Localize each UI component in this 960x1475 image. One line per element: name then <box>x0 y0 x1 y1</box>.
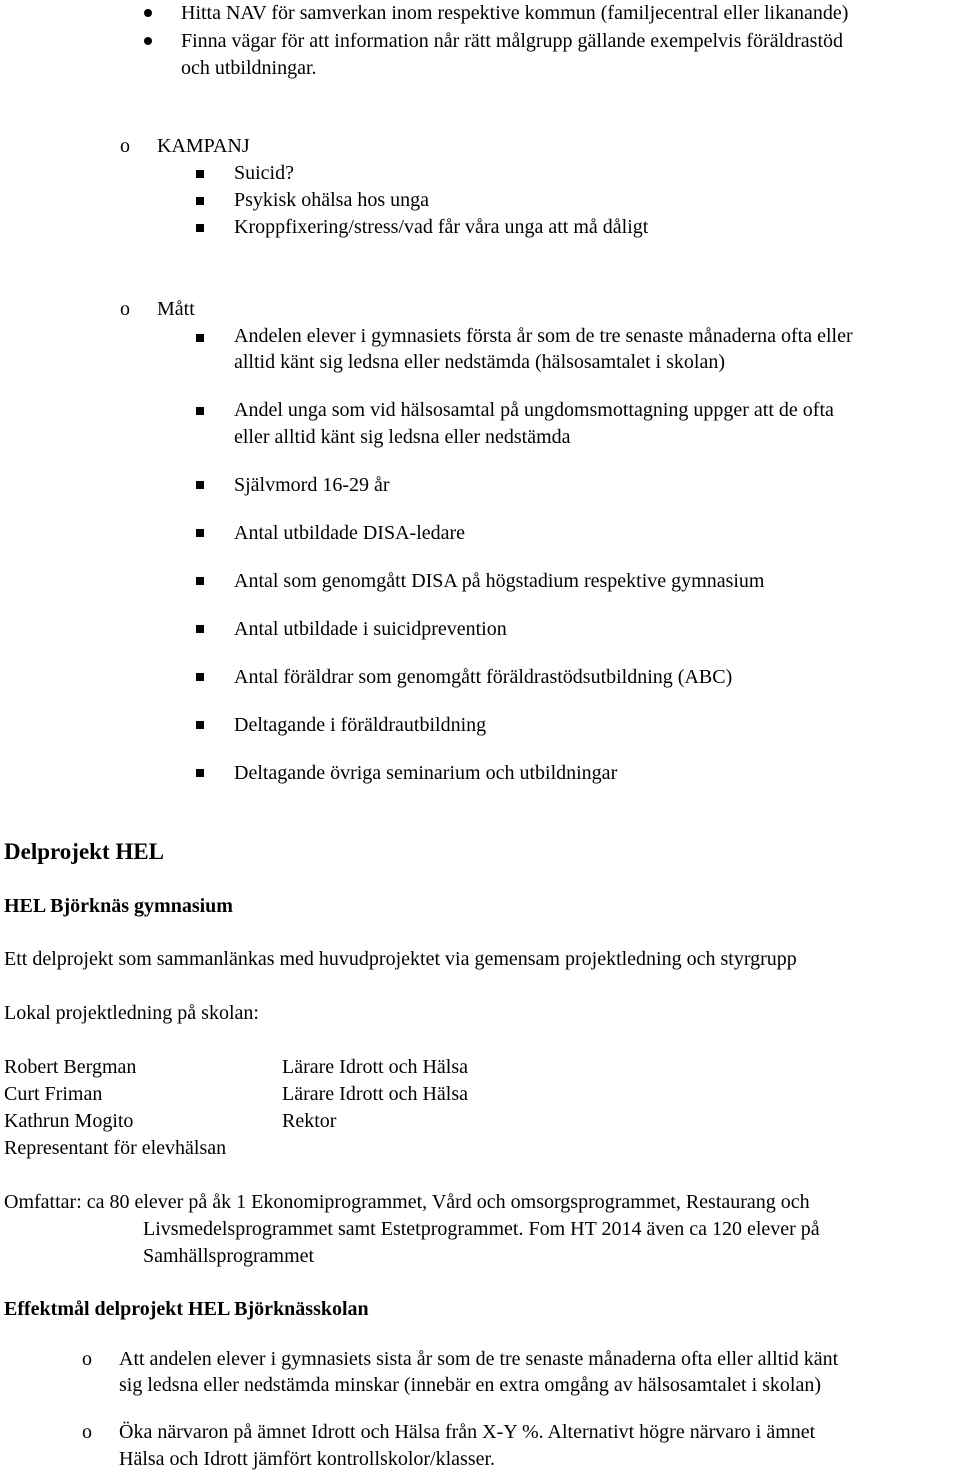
matt-title: Mått <box>157 298 195 320</box>
square-bullet-icon <box>196 721 204 729</box>
section-heading: Delprojekt HEL <box>4 839 164 864</box>
square-bullet-icon <box>196 625 204 633</box>
bullet-line: Hitta NAV för samverkan inom respektive kommun (familjecentral eller likanande) <box>181 2 849 24</box>
square-bullet-icon <box>196 481 204 489</box>
goals-heading: Effektmål delprojekt HEL Björknässkolan <box>4 1298 369 1320</box>
person-name: Robert Bergman <box>4 1056 137 1078</box>
matt-item-line: alltid känt sig ledsna eller nedstämda (hälsosamtalet i skolan) <box>234 351 725 373</box>
matt-item-line: Antal utbildade i suicidprevention <box>234 618 507 640</box>
matt-item-line: Andelen elever i gymnasiets första år som de tre senaste månaderna ofta eller <box>234 325 853 347</box>
bullet-dot-icon <box>144 9 152 17</box>
kampanj-item: Kroppfixering/stress/vad får våra unga att må dåligt <box>234 216 649 238</box>
section-intro: Ett delprojekt som sammanlänkas med huvudprojektet via gemensam projektledning och styrgrupp <box>4 948 797 970</box>
matt-item-line: Andel unga som vid hälsosamtal på ungdomsmottagning uppger att de ofta <box>234 399 834 421</box>
circle-marker: o <box>82 1421 92 1443</box>
matt-item-line: eller alltid känt sig ledsna eller nedstämda <box>234 426 571 448</box>
circle-marker: o <box>120 298 130 320</box>
person-name: Kathrun Mogito <box>4 1110 134 1132</box>
scope-line: Omfattar: ca 80 elever på åk 1 Ekonomiprogrammet, Vård och omsorgsprogrammet, Restaurang och <box>4 1191 810 1213</box>
person-role: Lärare Idrott och Hälsa <box>282 1083 469 1105</box>
goal-line: sig ledsna eller nedstämda minskar (innebär en extra omgång av hälsosamtalet i skolan) <box>119 1374 822 1396</box>
scope-line: Samhällsprogrammet <box>143 1245 315 1267</box>
matt-item-line: Självmord 16-29 år <box>234 474 390 496</box>
matt-item-line: Deltagande övriga seminarium och utbildningar <box>234 762 618 784</box>
square-bullet-icon <box>196 577 204 585</box>
square-bullet-icon <box>196 673 204 681</box>
lead-label: Lokal projektledning på skolan: <box>4 1002 259 1024</box>
kampanj-item: Suicid? <box>234 162 294 184</box>
section-subheading: HEL Björknäs gymnasium <box>4 895 233 917</box>
goal-line: Hälsa och Idrott jämfört kontrollskolor/klasser. <box>119 1448 496 1470</box>
person-role: Lärare Idrott och Hälsa <box>282 1056 469 1078</box>
kampanj-title: KAMPANJ <box>157 135 250 157</box>
goal-line: Att andelen elever i gymnasiets sista år som de tre senaste månaderna ofta eller alltid känt <box>119 1348 839 1370</box>
matt-item-line: Antal utbildade DISA-ledare <box>234 522 466 544</box>
matt-item-line: Antal föräldrar som genomgått föräldrastödsutbildning (ABC) <box>234 666 733 688</box>
circle-marker: o <box>82 1348 92 1370</box>
person-name: Representant för elevhälsan <box>4 1137 227 1159</box>
square-bullet-icon <box>196 529 204 537</box>
scope-line: Livsmedelsprogrammet samt Estetprogrammet. Fom HT 2014 även ca 120 elever på <box>143 1218 820 1240</box>
bullet-dot-icon <box>144 37 152 45</box>
square-bullet-icon <box>196 197 204 205</box>
square-bullet-icon <box>196 407 204 415</box>
person-role: Rektor <box>282 1110 337 1132</box>
square-bullet-icon <box>196 170 204 178</box>
circle-marker: o <box>120 135 130 157</box>
square-bullet-icon <box>196 769 204 777</box>
person-name: Curt Friman <box>4 1083 103 1105</box>
square-bullet-icon <box>196 224 204 232</box>
matt-item-line: Deltagande i föräldrautbildning <box>234 714 487 736</box>
kampanj-item: Psykisk ohälsa hos unga <box>234 189 429 211</box>
bullet-line: och utbildningar. <box>181 57 317 79</box>
square-bullet-icon <box>196 334 204 342</box>
matt-item-line: Antal som genomgått DISA på högstadium respektive gymnasium <box>234 570 765 592</box>
bullet-line: Finna vägar för att information når rätt målgrupp gällande exempelvis föräldrastöd <box>181 30 844 52</box>
goal-line: Öka närvaron på ämnet Idrott och Hälsa från X-Y %. Alternativt högre närvaro i ämnet <box>119 1421 816 1443</box>
